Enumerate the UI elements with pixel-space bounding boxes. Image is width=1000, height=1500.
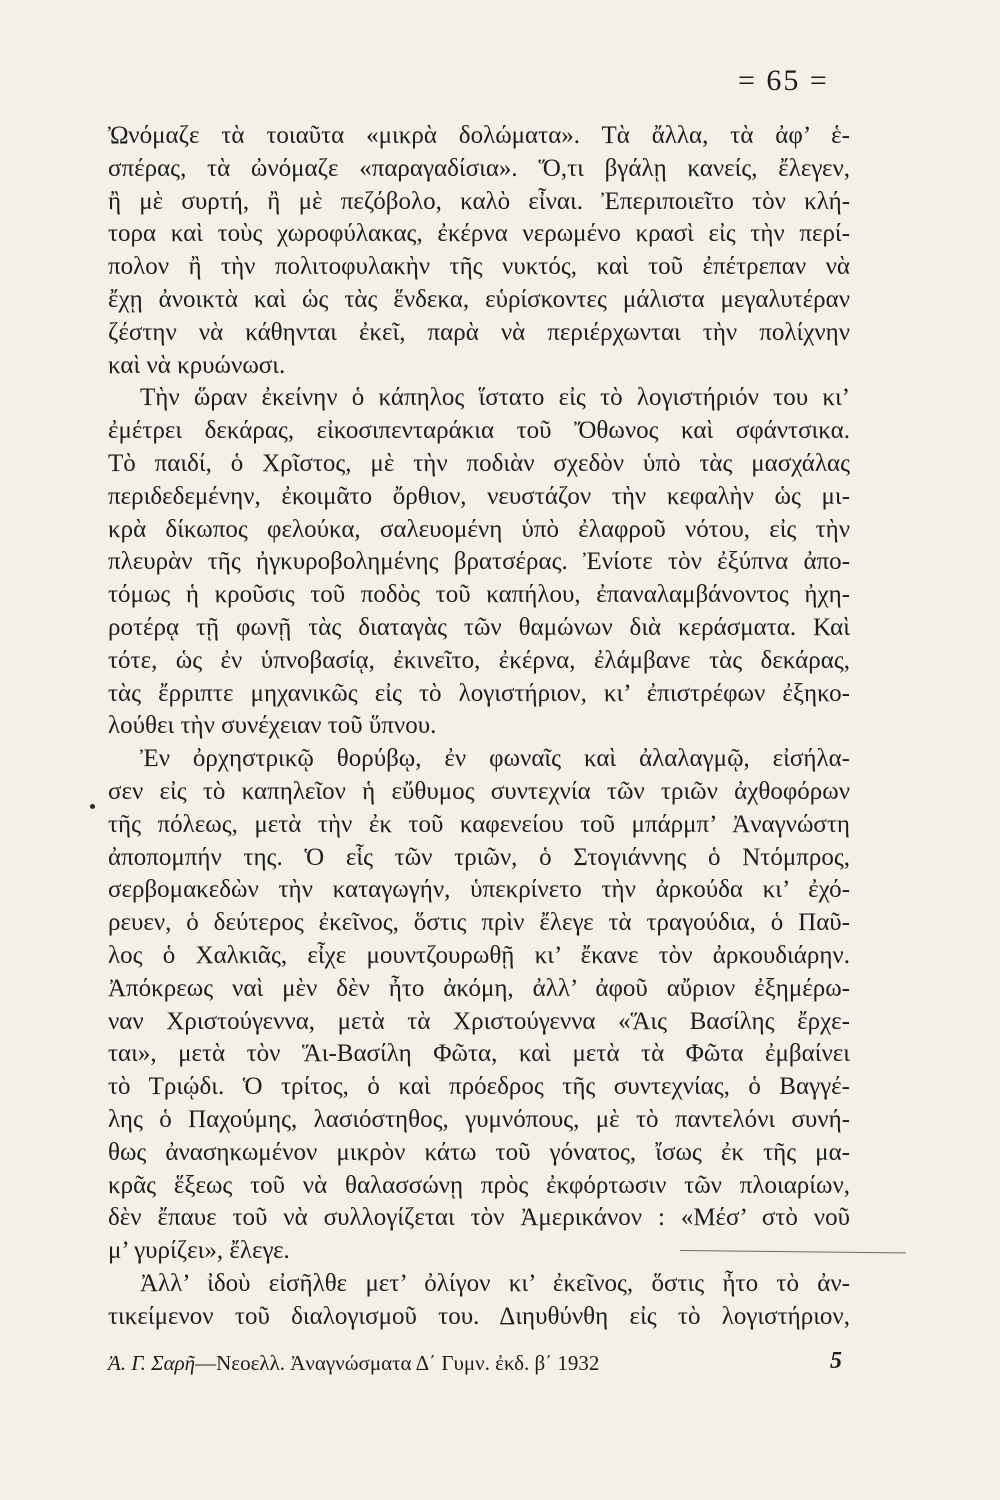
- paragraph: [108, 1268, 850, 1334]
- text-line: λούθει τὴν συνέχειαν τοῦ ὕπνου.: [108, 712, 437, 740]
- text-line: πλευρὰν τῆς ἠγκυροβολημένης βρατσέρας. Ἐνίοτε τὸν ἐξύπνα ἀπο-: [108, 548, 850, 576]
- text-line: Τὸ παιδί, ὁ Χρῖστος, μὲ τὴν ποδιὰν σχεδὸν ὑπὸ τὰς μασχάλας: [108, 449, 850, 477]
- text-line: τορα καὶ τοὺς χωροφύλακας, ἐκέρνα νερωμένο κρασὶ εἰς τὴν περί-: [108, 220, 850, 248]
- paragraph: [108, 382, 850, 743]
- text-line: δὲν ἔπαυε τοῦ νὰ συλλογίζεται τὸν Ἀμερικάνον : «Μέσ’ στὸ νοῦ: [108, 1204, 850, 1232]
- text-line: τόμως ἡ κροῦσις τοῦ ποδὸς τοῦ καπήλου, ἐπαναλαμβάνοντος ἠχη-: [108, 581, 850, 609]
- text-line: λης ὁ Παχούμης, λασιόστηθος, γυμνόπους, μὲ τὸ παντελόνι συνή-: [108, 1105, 850, 1133]
- text-line: ρευεν, ὁ δεύτερος ἐκεῖνος, ὅστις πρὶν ἔλεγε τὰ τραγούδια, ὁ Παῦ-: [108, 909, 850, 937]
- paragraph: [108, 743, 850, 1268]
- paragraph: [108, 120, 850, 382]
- text-line: ροτέρᾳ τῇ φωνῇ τὰς διαταγὰς τῶν θαμώνων διὰ κεράσματα. Καὶ: [108, 613, 850, 641]
- text-line: κρὰ δίκωπος φελούκα, σαλευομένη ὑπὸ ἐλαφροῦ νότου, εἰς τὴν: [108, 515, 850, 543]
- page-footer: [108, 1348, 868, 1378]
- footer-author: Ἀ. Γ. Σαρῆ: [108, 1351, 196, 1375]
- text-line: Ὠνόμαζε τὰ τοιαῦτα «μικρὰ δολώματα». Τὰ ἄλλα, τὰ ἀφ’ ἑ-: [108, 122, 850, 149]
- text-line: κρᾶς ἕξεως τοῦ νὰ θαλασσώνῃ πρὸς ἐκφόρτωσιν τῶν πλοιαρίων,: [108, 1171, 850, 1199]
- text-line: Τὴν ὥραν ἐκείνην ὁ κάπηλος ἵστατο εἰς τὸ λογιστήριόν του κι’: [140, 384, 850, 412]
- text-line: τικείμενον τοῦ διαλογισμοῦ του. Διηυθύνθη εἰς τὸ λογιστήριον,: [108, 1302, 850, 1330]
- margin-ink-dot: [90, 804, 95, 809]
- text-line: ται», μετὰ τὸν Ἅι-Βασίλη Φῶτα, καὶ μετὰ τὰ Φῶτα ἐμβαίνει: [108, 1040, 850, 1068]
- text-line: λος ὁ Χαλκιᾶς, εἶχε μουντζουρωθῇ κι’ ἔκανε τὸν ἀρκουδιάρην.: [108, 941, 850, 969]
- text-line: Ἀπόκρεως ναὶ μὲν δὲν ἦτο ἀκόμη, ἀλλ’ ἀφοῦ αὔριον ἐξημέρω-: [108, 974, 850, 1002]
- text-line: σερβομακεδὼν τὴν καταγωγήν, ὑπεκρίνετο τὴν ἀρκούδα κι’ ἐχό-: [108, 876, 850, 904]
- text-line: μ’ γυρίζει», ἔλεγε.: [108, 1237, 290, 1265]
- text-line: ἀποπομπήν της. Ὁ εἷς τῶν τριῶν, ὁ Στογιάννης ὁ Ντόμπρος,: [108, 843, 850, 871]
- text-line: τότε, ὡς ἐν ὑπνοβασίᾳ, ἐκινεῖτο, ἐκέρνα, ἐλάμβανε τὰς δεκάρας,: [108, 646, 850, 674]
- text-line: ἢ μὲ συρτή, ἢ μὲ πεζόβολο, καλὸ εἶναι. Ἐπεριποιεῖτο τὸν κλή-: [108, 187, 850, 215]
- signature-mark: 5: [830, 1348, 842, 1374]
- text-line: ζέστην νὰ κάθηνται ἐκεῖ, παρὰ νὰ περιέρχωνται τὴν πολίχνην: [108, 318, 850, 346]
- text-line: θως ἀνασηκωμένον μικρὸν κάτω τοῦ γόνατος, ἴσως ἐκ τῆς μα-: [108, 1138, 850, 1166]
- text-line: τῆς πόλεως, μετὰ τὴν ἐκ τοῦ καφενείου τοῦ μπάρμπ’ Ἀναγνώστη: [108, 810, 850, 838]
- text-line: τὰς ἔρριπτε μηχανικῶς εἰς τὸ λογιστήριον, κι’ ἐπιστρέφων ἐξηκο-: [108, 679, 850, 707]
- text-line: ἐμέτρει δεκάρας, εἰκοσιπενταράκια τοῦ Ὄθωνος καὶ σφάντσικα.: [108, 417, 850, 445]
- text-line: Ἐν ὀρχηστρικῷ θορύβῳ, ἐν φωναῖς καὶ ἀλαλαγμῷ, εἰσήλα-: [140, 745, 850, 773]
- body-text: [108, 120, 850, 1333]
- page-number: = 65 =: [738, 64, 829, 97]
- text-line: πολον ἢ τὴν πολιτοφυλακὴν τῆς νυκτός, καὶ τοῦ ἐπέτρεπαν νὰ: [108, 253, 850, 281]
- text-line: σεν εἰς τὸ καπηλεῖον ἡ εὔθυμος συντεχνία τῶν τριῶν ἀχθοφόρων: [108, 777, 850, 805]
- text-line: σπέρας, τὰ ὠνόμαζε «παραγαδίσια». Ὅ,τι βγάλῃ κανείς, ἔλεγεν,: [108, 154, 850, 182]
- text-line: τὸ Τριῴδι. Ὁ τρίτος, ὁ καὶ πρόεδρος τῆς συντεχνίας, ὁ Βαγγέ-: [108, 1073, 850, 1101]
- footer-book-title: —Νεοελλ. Ἀναγνώσματα Δ΄ Γυμν. ἐκδ. β΄ 1932: [195, 1351, 600, 1375]
- text-line: περιδεδεμένην, ἐκοιμᾶτο ὄρθιον, νευστάζον τὴν κεφαλὴν ὡς μι-: [108, 482, 850, 510]
- text-line: ἔχῃ ἀνοικτὰ καὶ ὡς τὰς ἕνδεκα, εὑρίσκοντες μάλιστα μεγαλυτέραν: [108, 285, 850, 313]
- text-line: ναν Χριστούγεννα, μετὰ τὰ Χριστούγεννα «Ἅις Βασίλης ἔρχε-: [108, 1007, 850, 1035]
- text-line: Ἀλλ’ ἰδοὺ εἰσῆλθε μετ’ ὀλίγον κι’ ἐκεῖνος, ὅστις ἦτο τὸ ἀν-: [140, 1269, 850, 1297]
- text-line: καὶ νὰ κρυώνωσι.: [108, 351, 286, 379]
